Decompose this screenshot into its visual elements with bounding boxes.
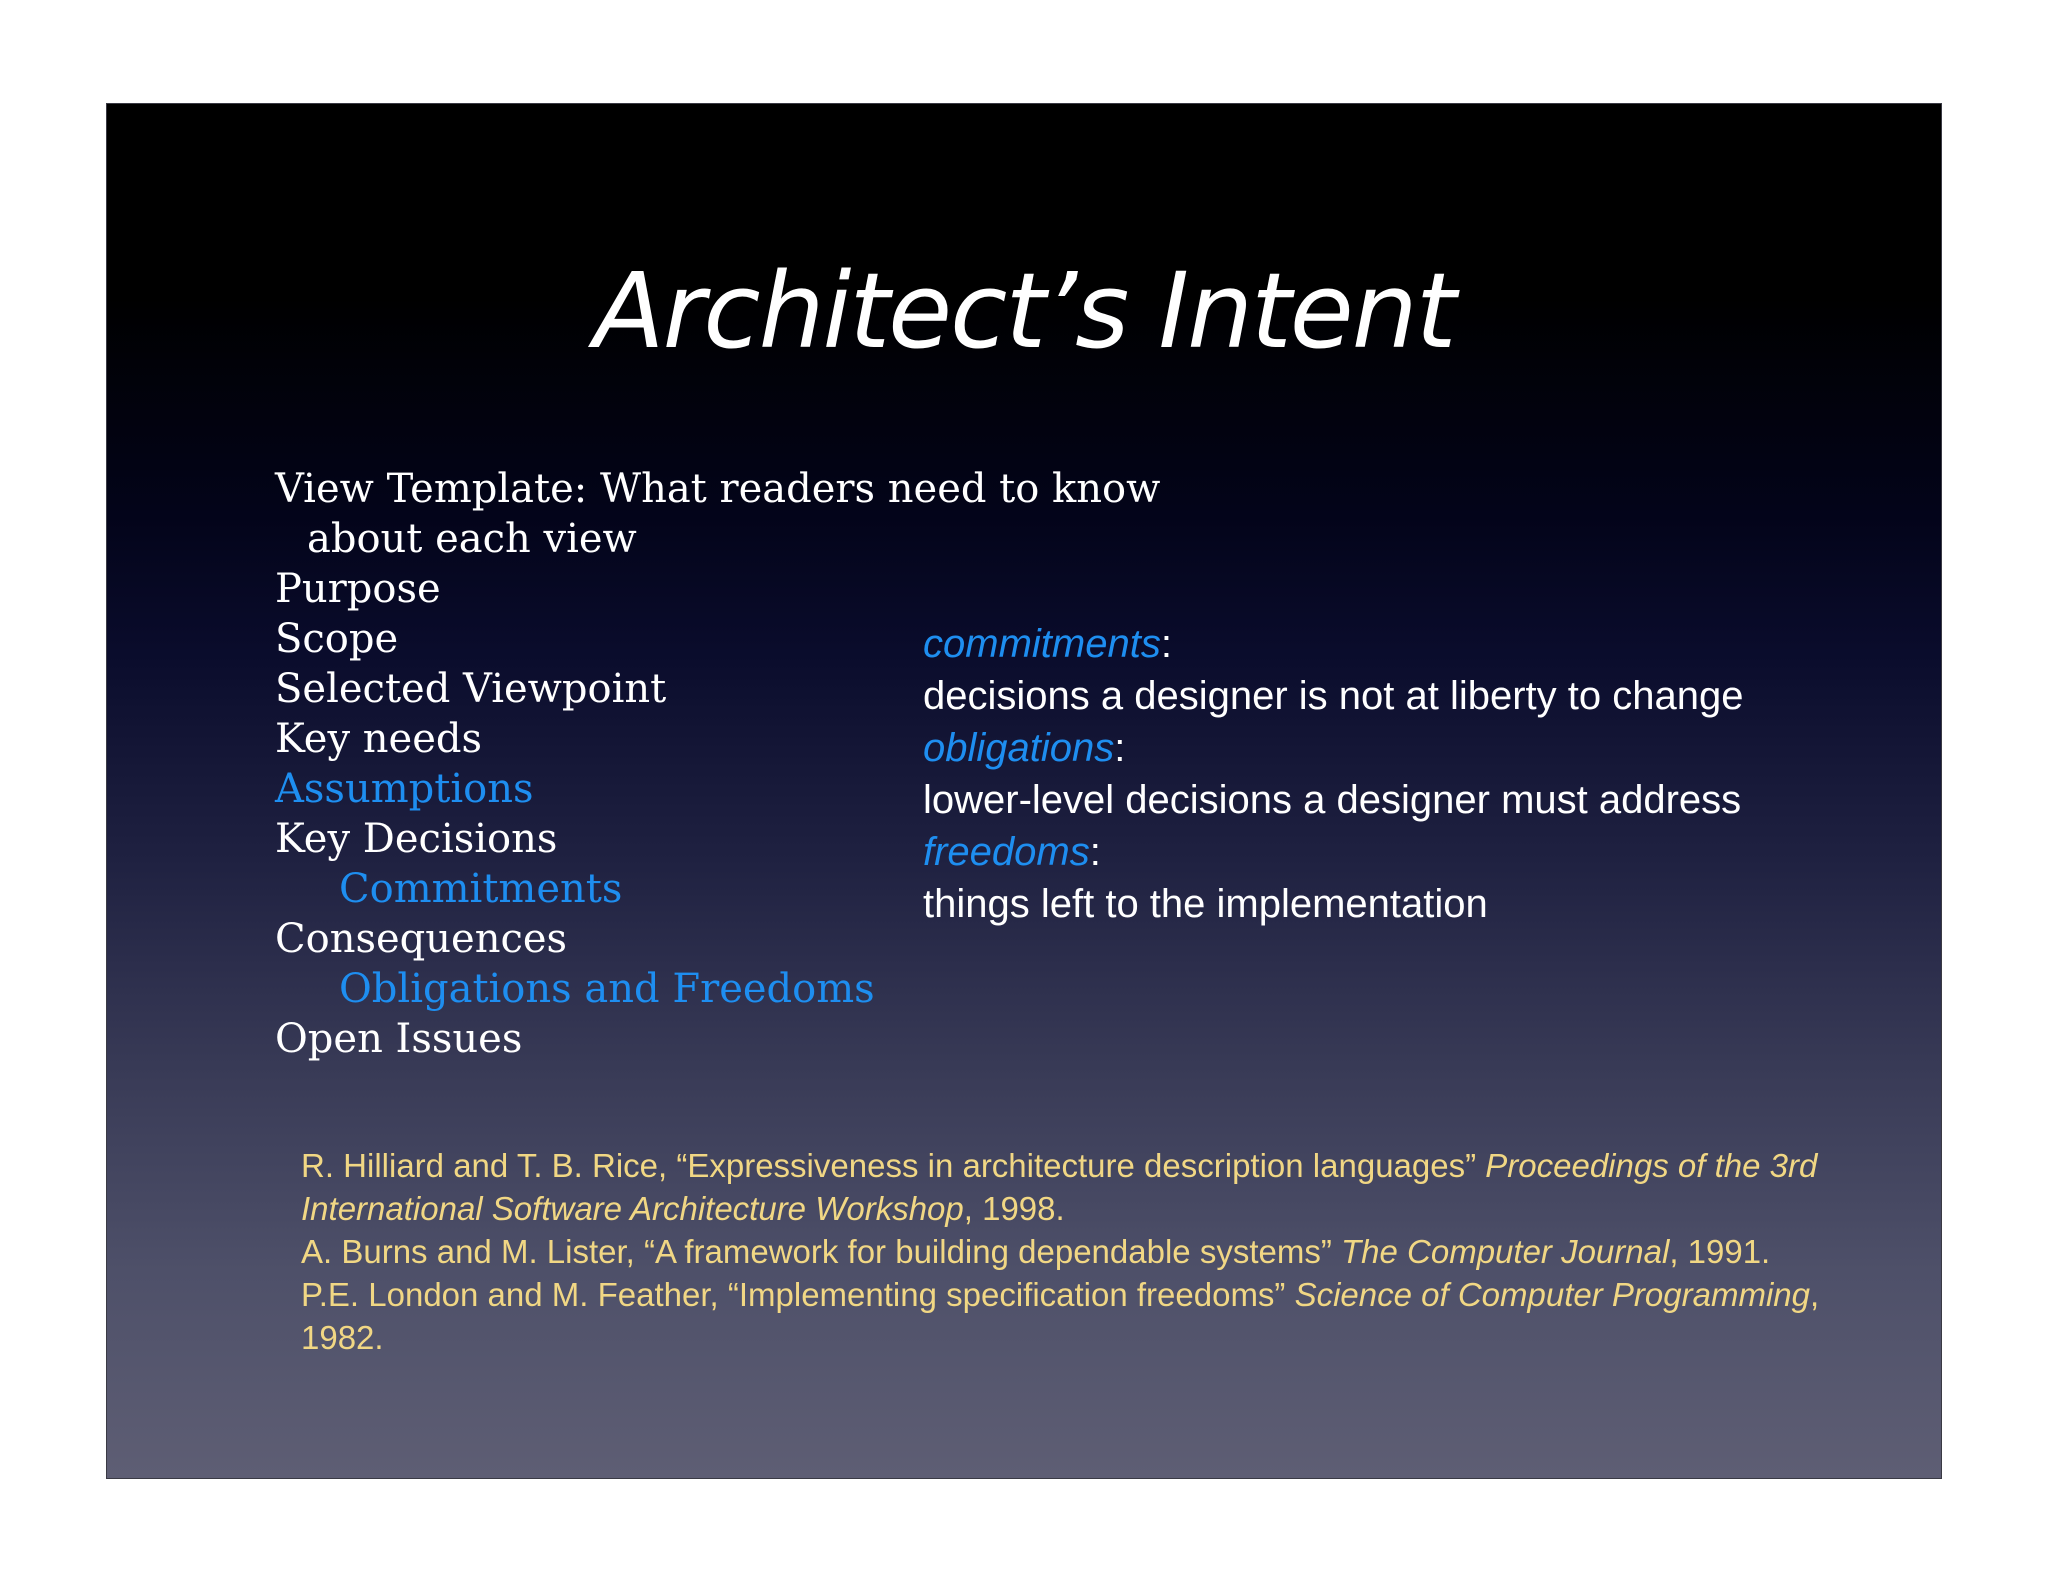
definitions-block: [923, 618, 1744, 930]
reference-year: , 1998.: [963, 1190, 1065, 1227]
slide: [106, 103, 1942, 1479]
definition-term-line: [923, 618, 1744, 670]
reference-text: R. Hilliard and T. B. Rice, “Expressiveness in architecture description languages”: [301, 1147, 1486, 1184]
definition-description: decisions a designer is not at liberty to change: [923, 674, 1744, 718]
definition-colon: :: [1089, 830, 1101, 874]
reference-year: , 1982.: [301, 1276, 1820, 1356]
reference-text: A. Burns and M. Lister, “A framework for building dependable systems”: [301, 1233, 1341, 1270]
definition-term-line: [923, 722, 1744, 774]
definition-term: obligations: [923, 726, 1115, 770]
reference-item: [301, 1273, 1861, 1359]
template-item-consequences: Consequences: [275, 916, 568, 962]
definition-term: commitments: [923, 622, 1161, 666]
reference-year: , 1991.: [1669, 1233, 1771, 1270]
template-heading-line-2: about each view: [307, 516, 637, 562]
definition-colon: :: [1114, 726, 1126, 770]
definition-description: lower-level decisions a designer must address: [923, 778, 1742, 822]
definition-colon: :: [1160, 622, 1172, 666]
template-item-key-needs: Key needs: [275, 716, 483, 762]
template-item-selected-viewpoint: Selected Viewpoint: [275, 666, 667, 712]
template-item-scope: Scope: [275, 616, 399, 662]
definition-description: things left to the implementation: [923, 882, 1488, 926]
reference-item: [301, 1230, 1861, 1273]
reference-venue: The Computer Journal: [1340, 1233, 1670, 1270]
template-heading-line-1: View Template: What readers need to know: [275, 466, 1161, 512]
definition-term: freedoms: [923, 830, 1090, 874]
references-block: [301, 1144, 1861, 1359]
reference-item: [301, 1144, 1861, 1230]
template-item-purpose: Purpose: [275, 566, 441, 612]
reference-text: P.E. London and M. Feather, “Implementing specification freedoms”: [301, 1276, 1295, 1313]
definition-term-line: [923, 826, 1744, 878]
reference-venue: Proceedings of the 3rd International Software Architecture Workshop: [301, 1147, 1818, 1227]
template-item-open-issues: Open Issues: [275, 1016, 523, 1062]
template-item-assumptions: Assumptions: [275, 766, 534, 812]
template-item-obligations-freedoms: Obligations and Freedoms: [339, 966, 875, 1012]
template-item-key-decisions: Key Decisions: [275, 816, 558, 862]
template-item-commitments: Commitments: [339, 866, 623, 912]
reference-venue: Science of Computer Programming: [1294, 1276, 1810, 1313]
slide-title: Architect’s Intent: [593, 250, 1455, 372]
